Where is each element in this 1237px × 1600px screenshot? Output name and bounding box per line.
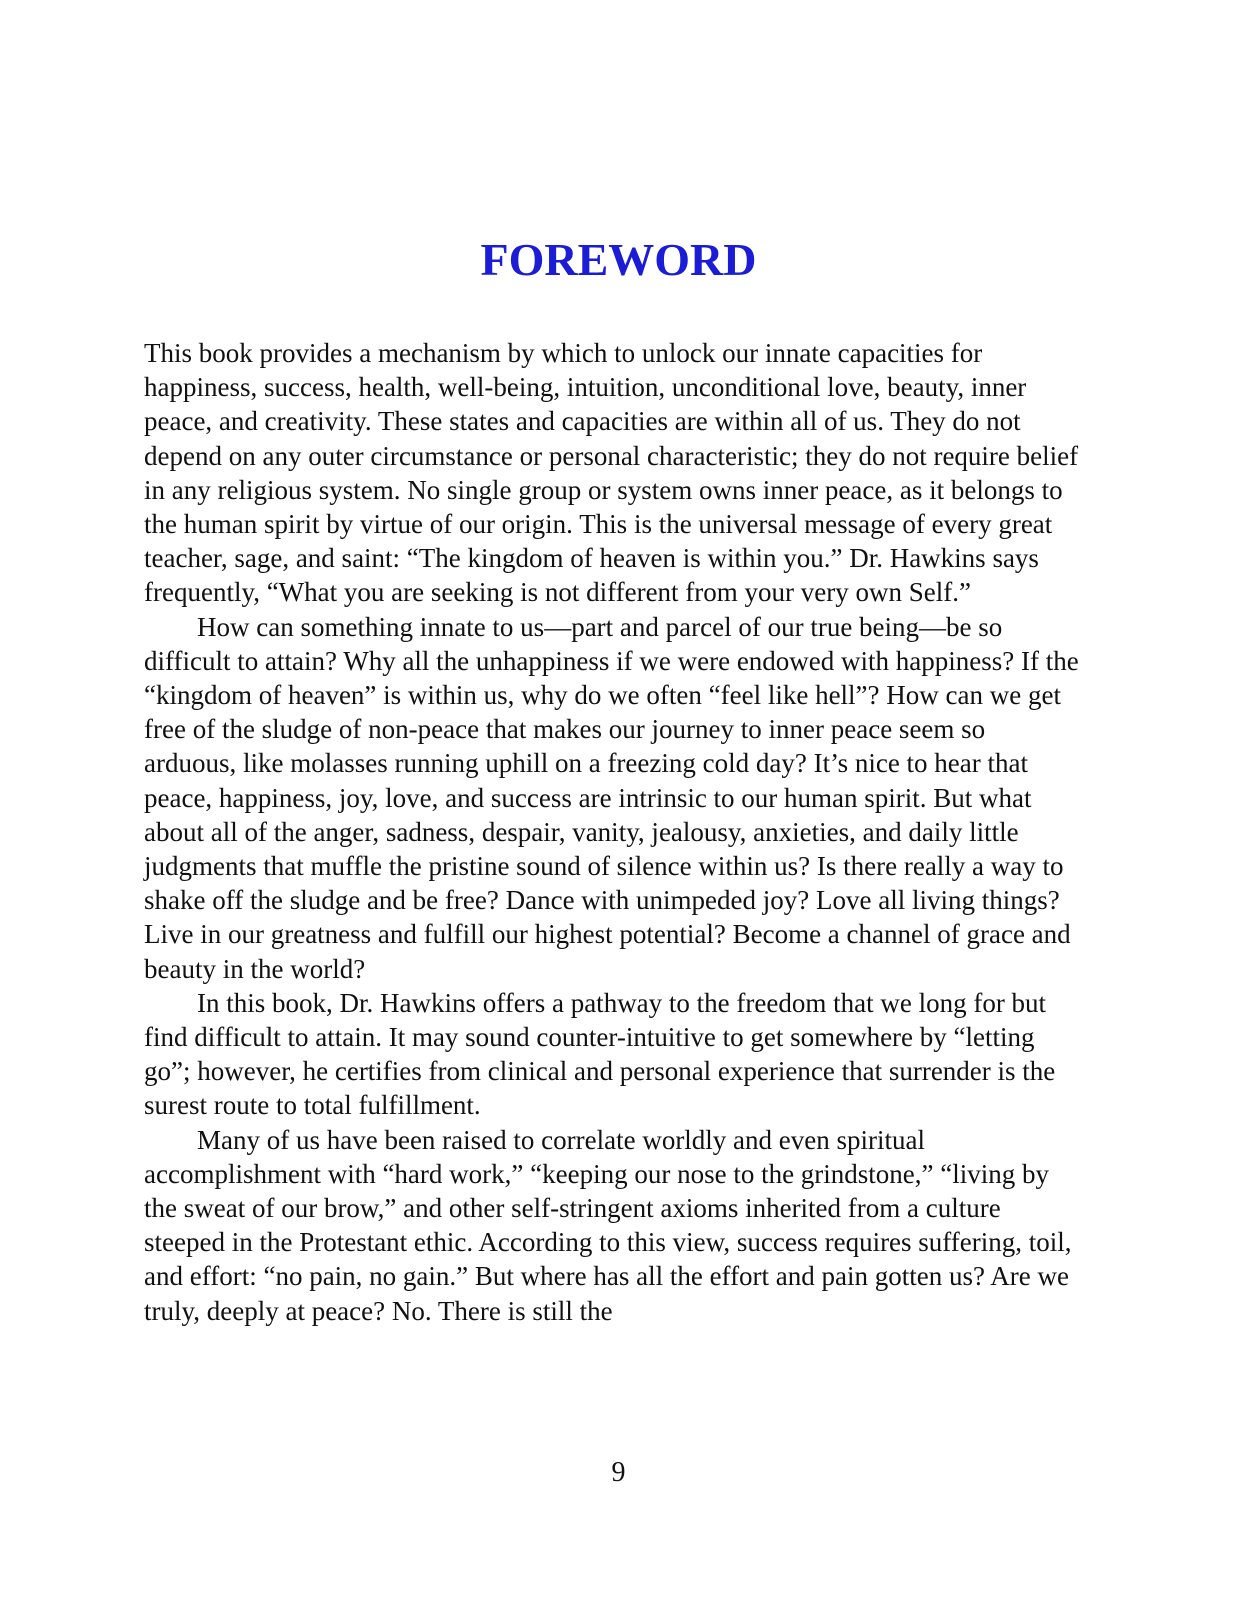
paragraph-1: This book provides a mechanism by which to unlock our innate capacities for happiness, success, health, well-being, intuition, unconditional love, beauty, inner peace, and creativity. These states and capacities are within all of us. They do not depend on any outer circumstance or personal characteristic; they do not require belief in any religious system. No single group or system owns inner peace, as it belongs to the human spirit by virtue of our origin. This is the universal message of every great teacher, sage, and saint: “The kingdom of heaven is within you.” Dr. Hawkins says frequently, “What you are seeking is not different from your very own Self.”: [144, 338, 1079, 608]
paragraph-2: How can something innate to us—part and parcel of our true being—be so difficult to attain? Why all the unhappiness if we were endowed with happiness? If the “kingdom of heaven” is within us, why do we often “feel like hell”? How can we get free of the sludge of non-peace that makes our journey to inner peace seem so arduous, like molasses running uphill on a freezing cold day? It’s nice to hear that peace, happiness, joy, love, and success are intrinsic to our human spirit. But what about all of the anger, sadness, despair, vanity, jealousy, anxieties, and daily little judgments that muffle the pristine sound of silence within us? Is there really a way to shake off the sludge and be free? Dance with unimpeded joy? Love all living things? Live in our greatness and fulfill our highest potential? Become a channel of grace and beauty in the world?: [144, 611, 1079, 984]
paragraph-4: Many of us have been raised to correlate worldly and even spiritual accomplishment with “hard work,” “keeping our nose to the grindstone,” “living by the sweat of our brow,” and other self-stringent axioms inherited from a culture steeped in the Protestant ethic. According to this view, success requires suffering, toil, and effort: “no pain, no gain.” But where has all the effort and pain gotten us? Are we truly, deeply at peace? No. There is still the: [144, 1124, 1072, 1326]
body-text: [144, 336, 1084, 1328]
page-title: FOREWORD: [480, 234, 757, 285]
paragraph-3: In this book, Dr. Hawkins offers a pathway to the freedom that we long for but find difficult to attain. It may sound counter-intuitive to get somewhere by “letting go”; however, he certifies from clinical and personal experience that surrender is the surest route to total fulfillment.: [144, 987, 1056, 1121]
page-number: 9: [611, 1457, 626, 1488]
